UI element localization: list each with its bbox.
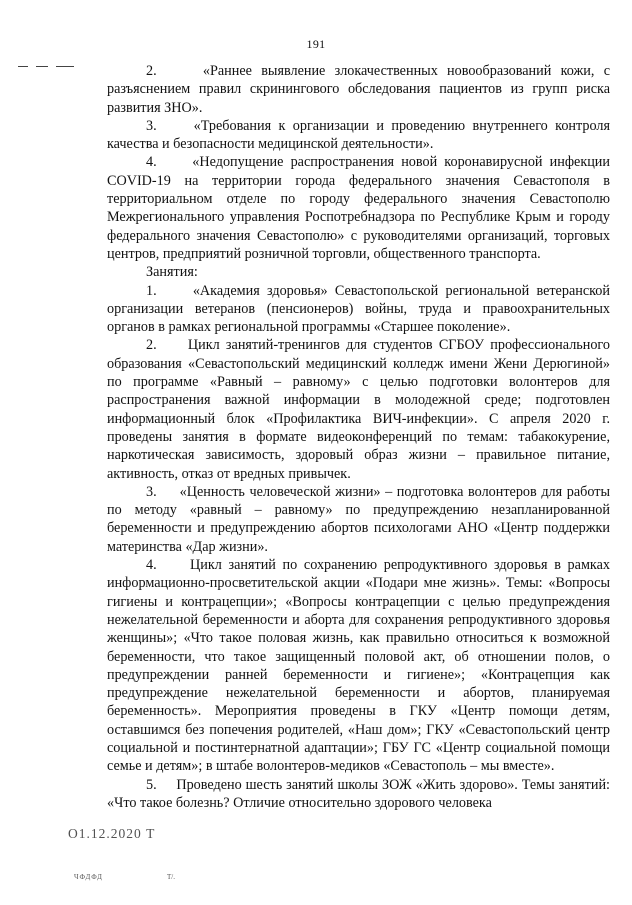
date-stamp: О1.12.2020 Т [68, 826, 156, 841]
margin-marks [18, 66, 78, 69]
paragraph-item-4: 4. «Недопущение распространения новой коронавирусной инфекции COVID-19 на территории города федерального значения Севастополя в территориальном отделе по городу федерального значения Севастополю Межрегионального управления Роспотребнадзора по Республике Крым и городу федерального значения Севастополю» с руководителями организаций, торговых центров, предприятий розничной торговли, общественного транспорта. [107, 154, 610, 262]
paragraph-item-2: 2. «Раннее выявление злокачественных новообразований кожи, с разъяснением правил скринингового обследования пациентов из групп риска развития ЗНО». [107, 63, 610, 116]
class-item-5: 5. Проведено шесть занятий школы ЗОЖ «Жить здорово». Темы занятий: «Что такое болезнь? Отличие относительно здорового человека [107, 776, 610, 811]
class-item-3: 3. «Ценность человеческой жизни» – подготовка волонтеров для работы по методу «равный – равному» по предупреждению незапланированной беременности и предупреждению абортов психологами АНО «Центр поддержки материнства «Дар жизни». [107, 483, 610, 555]
class-item-4: 4. Цикл занятий по сохранению репродуктивного здоровья в рамках информационно-просветительской акции «Подари мне жизнь». Темы: «Вопросы гигиены и контрацепции»; «Вопросы контрацепции с целью предупреждения нежелательной беременности и аборта для сохранения репродуктивного здоровья женщины»; «Что такое половая жизнь, как правильно относиться к возможной беременности, что такое защищенный половой акт, об отношении полов, о предупреждении ранней беременности и гигиене»; «Контрацепция как предупреждение нежелательной беременности и абортов, планируемая беременность». Мероприятия проведены в ГКУ «Центр помощи детям, оставшимся без попечения родителей, «Наш дом»; ГКУ «Севастопольский центр социальной и постинтернатной адаптации»; ГБУ ГС «Центр социальной помощи семье и детям»; в штабе волонтеров-медиков «Севастополь – мы вместе». [107, 557, 610, 775]
margin-dash [18, 66, 28, 67]
paragraph-item-3: 3. «Требования к организации и проведению внутреннего контроля качества и безопасности медицинской деятельности». [107, 117, 610, 153]
document-body [107, 62, 610, 812]
footer-mark: Т/. [167, 873, 175, 881]
page-number: 191 [306, 37, 326, 51]
class-item-1: 1. «Академия здоровья» Севастопольской региональной ветеранской организации ветеранов (пенсионеров) войны, труда и правоохранительных органов в рамках региональной программы «Старшее поколение». [107, 282, 610, 336]
margin-dash [56, 66, 74, 67]
margin-dash [36, 66, 48, 67]
footer-mark: ЧФДФД [74, 873, 103, 881]
class-item-2: 2. Цикл занятий-тренингов для студентов СГБОУ профессионального образования «Севастопольский медицинский колледж имени Жени Дерюгиной» по программе «Равный – равному» с целью подготовки волонтеров для распространения важной информации в молодежной среде; подготовлен информационный блок «Профилактика ВИЧ-инфекции». С апреля 2020 г. проведены занятия в формате видеоконференций по темам: табакокурение, наркотическая зависимость, здоровый образ жизни – правильное питание, активность, отказ от вредных привычек. [107, 337, 610, 482]
section-heading-classes: Занятия: [146, 264, 198, 281]
